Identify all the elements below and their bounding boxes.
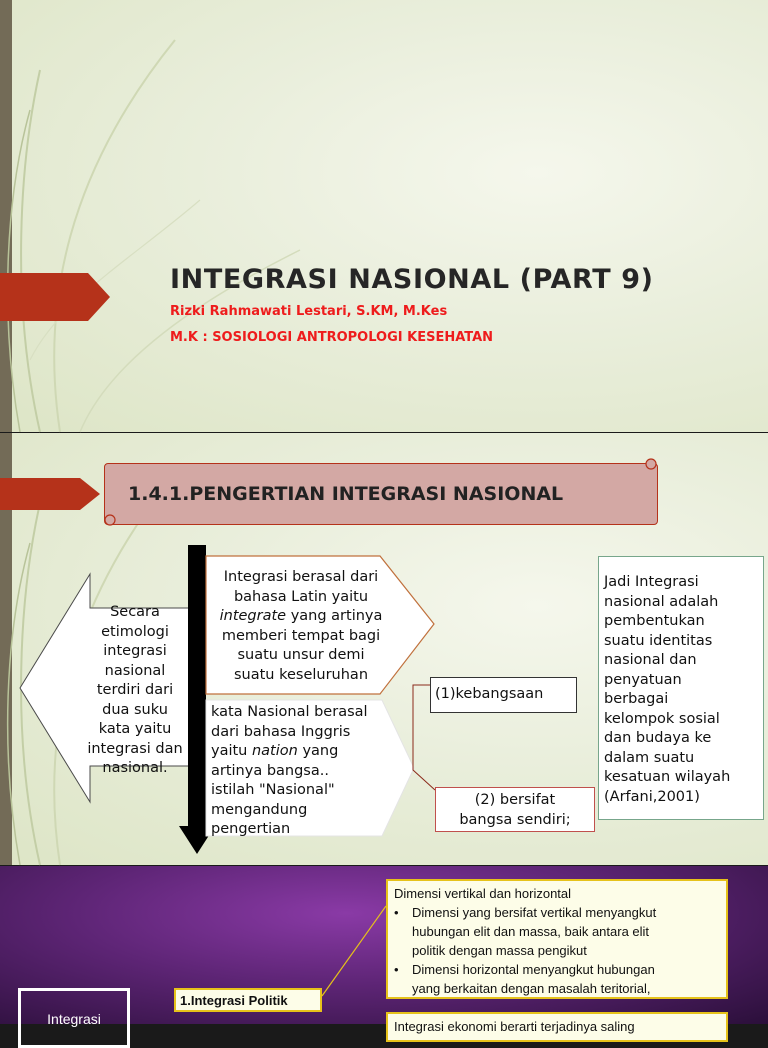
politik-connector: [318, 902, 390, 1002]
course-name: M.K : SOSIOLOGI ANTROPOLOGI KESEHATAN: [170, 330, 494, 345]
conclusion-box: [598, 556, 764, 820]
nasional-definition: kata Nasional berasal dari bahasa Inggris yaitu nation yang artinya bangsa.. istilah "Nasional" mengandung pengertian: [211, 704, 368, 837]
kebangsaan-label: (1)kebangsaan: [435, 686, 544, 702]
bersifat-label: (2) bersifat bangsa sendiri;: [459, 792, 571, 828]
section-heading: 1.4.1.PENGERTIAN INTEGRASI NASIONAL: [128, 483, 564, 505]
integrasi-label: Integrasi: [47, 1011, 101, 1027]
dimensi-content: Dimensi vertikal dan horizontal • Dimensi yang bersifat vertikal menyangkut hubungan elit dan massa, baik antara elit politik dengan massa pengikut • Dimensi horizontal menyangkut hubungan yang berkaitan dengan masalah teritorial,: [394, 884, 728, 998]
title-slide: [0, 0, 768, 432]
integration-types-slide: [0, 866, 768, 1034]
etimologi-text: Secara etimologi integrasi nasional terdiri dari dua suku kata yaitu integrasi dan nasional.: [87, 604, 183, 776]
heading-tab-arrow: [0, 478, 100, 510]
integrasi-definition: Integrasi berasal dari bahasa Latin yaitu integrate yang artinya memberi tempat bagi suatu unsur demi suatu keseluruhan: [219, 569, 383, 683]
dimensi-box: [386, 879, 728, 999]
kebangsaan-box: [430, 677, 577, 713]
bersifat-box: [435, 787, 595, 832]
ekonomi-box: [386, 1012, 728, 1042]
ekonomi-text: Integrasi ekonomi berarti terjadinya saling: [394, 1019, 635, 1034]
politik-box: [174, 988, 322, 1012]
author-name: Rizki Rahmawati Lestari, S.KM, M.Kes: [170, 304, 448, 319]
presentation-title: INTEGRASI NASIONAL (PART 9): [170, 264, 654, 295]
politik-label: 1.Integrasi Politik: [180, 993, 288, 1008]
integrasi-frame: [18, 988, 130, 1048]
dimensi-point: • Dimensi yang bersifat vertikal menyangkut hubungan elit dan massa, baik antara elit politik dengan massa pengikut: [394, 905, 657, 958]
conclusion-text: Jadi Integrasi nasional adalah pembentukan suatu identitas nasional dan penyatuan berbagai kelompok sosial dan budaya ke dalam suatu kesatuan wilayah (Arfani,2001): [604, 574, 731, 805]
dimensi-point: • Dimensi horizontal menyangkut hubungan yang berkaitan dengan masalah teritorial,: [394, 962, 655, 996]
decorative-curves: [0, 0, 320, 432]
title-tab-arrow: [0, 273, 110, 321]
